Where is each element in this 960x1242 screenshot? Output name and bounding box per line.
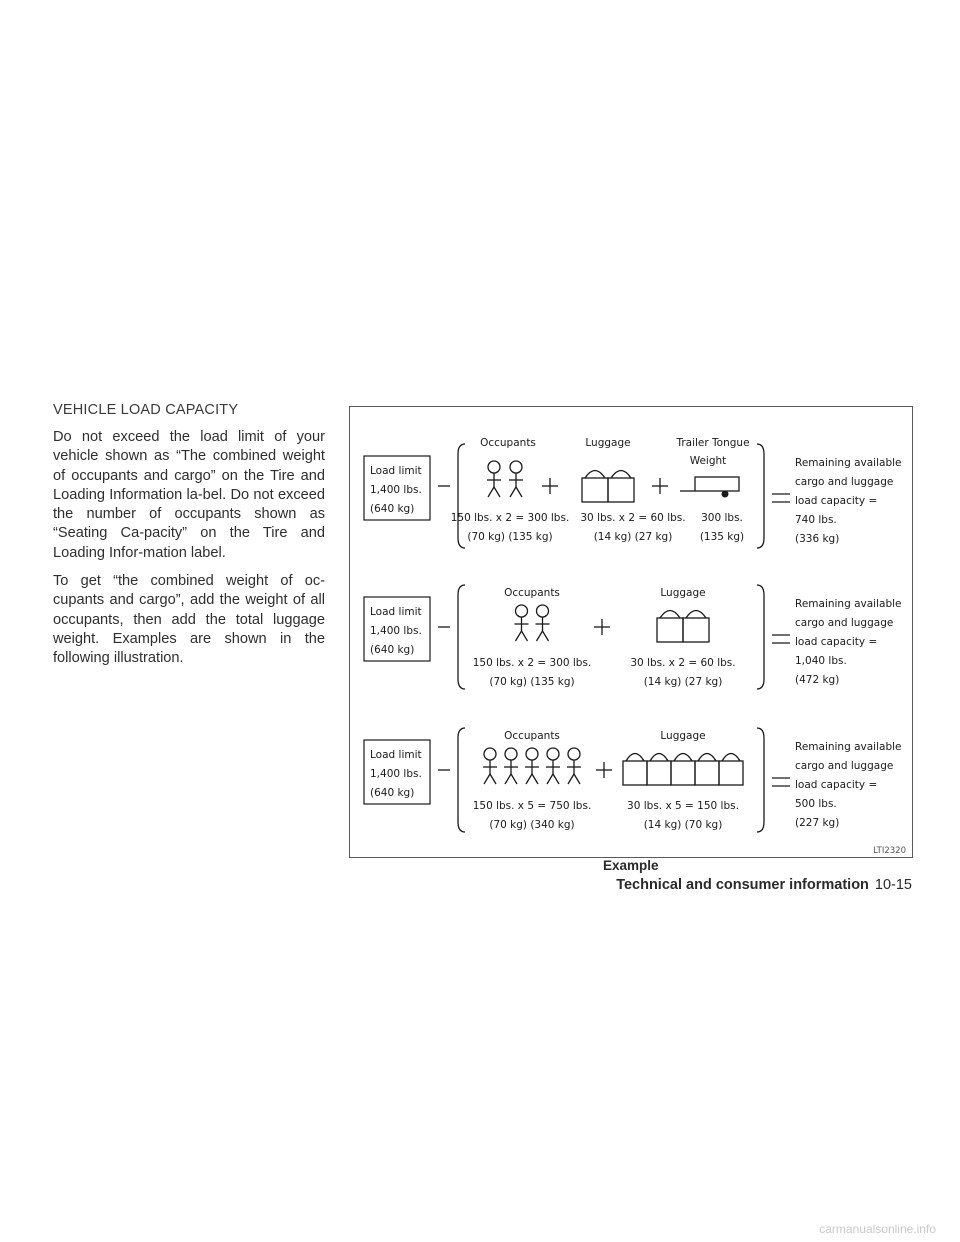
- luggage-icon: [695, 754, 719, 786]
- luggage-metric: (14 kg) (70 kg): [643, 819, 723, 831]
- remaining-capacity-text: 1,040 lbs.: [795, 655, 847, 667]
- remaining-capacity-text: Remaining available: [795, 457, 902, 469]
- occupant-icon: [515, 605, 529, 641]
- figure-code: LTI2320: [873, 846, 906, 856]
- section-title: VEHICLE LOAD CAPACITY: [53, 402, 239, 418]
- occupant-metric: (70 kg) (340 kg): [489, 819, 575, 831]
- remaining-capacity-text: load capacity =: [795, 495, 878, 507]
- occupant-icon: [487, 461, 501, 497]
- page-number: 10-15: [874, 877, 912, 893]
- load-capacity-illustration: [349, 406, 913, 858]
- remaining-capacity-text: (472 kg): [795, 674, 840, 686]
- remaining-capacity-text: load capacity =: [795, 636, 878, 648]
- trailer-weight-label: Weight: [689, 455, 727, 467]
- luggage-icon: [623, 754, 647, 786]
- load-limit-text: Load limit: [370, 749, 422, 761]
- luggage-icon: [657, 611, 683, 643]
- trailer-calc: 300 lbs.: [701, 512, 743, 524]
- luggage-icon: [582, 471, 608, 503]
- load-limit-text: 1,400 lbs.: [370, 625, 422, 637]
- page-footer: [616, 877, 912, 893]
- occupant-calc: 150 lbs. x 2 = 300 lbs.: [472, 657, 592, 669]
- equals-sign: [772, 494, 790, 502]
- luggage-label: Luggage: [660, 730, 706, 742]
- occupant-metric: (70 kg) (135 kg): [489, 676, 575, 688]
- equals-sign: [772, 635, 790, 643]
- load-limit-text: (640 kg): [370, 787, 415, 799]
- load-limit-text: 1,400 lbs.: [370, 484, 422, 496]
- footer-section-title: Technical and consumer information: [616, 877, 869, 893]
- bracket-left: [458, 728, 465, 832]
- remaining-capacity-text: Remaining available: [795, 598, 902, 610]
- occupant-icon: [504, 748, 518, 784]
- equals-sign: [772, 778, 790, 786]
- figure-caption: Example: [603, 858, 659, 873]
- remaining-capacity-text: 500 lbs.: [795, 798, 837, 810]
- trailer-tongue-label: Trailer Tongue: [676, 437, 750, 449]
- bracket-right: [757, 585, 764, 689]
- luggage-metric: (14 kg) (27 kg): [643, 676, 723, 688]
- bracket-right: [757, 444, 764, 548]
- occupants-label: Occupants: [480, 437, 536, 449]
- luggage-icon: [683, 611, 709, 643]
- paragraph-combined-weight: To get “the combined weight of oc-cupants and cargo”, add the weight of all occupants, then add the total luggage weight. Examples are shown in the following illustration.: [53, 573, 325, 667]
- plus-sign: [596, 762, 612, 778]
- occupants-label: Occupants: [504, 587, 560, 599]
- text-column: [53, 402, 325, 678]
- plus-sign: [594, 619, 610, 635]
- remaining-capacity-text: 740 lbs.: [795, 514, 837, 526]
- load-limit-text: Load limit: [370, 465, 422, 477]
- plus-sign: [652, 478, 668, 494]
- occupants-label: Occupants: [504, 730, 560, 742]
- occupant-metric: (70 kg) (135 kg): [467, 531, 553, 543]
- occupant-icon: [536, 605, 550, 641]
- luggage-calc: 30 lbs. x 2 = 60 lbs.: [630, 657, 736, 669]
- bracket-left: [458, 585, 465, 689]
- remaining-capacity-text: (227 kg): [795, 817, 840, 829]
- remaining-capacity-text: Remaining available: [795, 741, 902, 753]
- occupant-icon: [567, 748, 581, 784]
- remaining-capacity-text: cargo and luggage: [795, 617, 894, 629]
- luggage-icon: [647, 754, 671, 786]
- occupant-calc: 150 lbs. x 5 = 750 lbs.: [472, 800, 592, 812]
- load-limit-text: Load limit: [370, 606, 422, 618]
- luggage-label: Luggage: [585, 437, 631, 449]
- bracket-right: [757, 728, 764, 832]
- luggage-icon: [719, 754, 743, 786]
- luggage-label: Luggage: [660, 587, 706, 599]
- luggage-metric: (14 kg) (27 kg): [593, 531, 673, 543]
- paragraph-load-limit: Do not exceed the load limit of your vehicle shown as “The combined weight of occupants and cargo” on the Tire and Loading Information la-bel. Do not exceed the number of occupants shown as “Seating Ca-pacity” on the Tire and Loading Infor-mation label.: [53, 429, 325, 561]
- remaining-capacity-text: load capacity =: [795, 779, 878, 791]
- remaining-capacity-text: (336 kg): [795, 533, 840, 545]
- load-capacity-diagram: [350, 407, 914, 859]
- luggage-calc: 30 lbs. x 5 = 150 lbs.: [627, 800, 739, 812]
- luggage-icon: [608, 471, 634, 503]
- luggage-calc: 30 lbs. x 2 = 60 lbs.: [580, 512, 686, 524]
- occupant-calc: 150 lbs. x 2 = 300 lbs.: [450, 512, 570, 524]
- occupant-icon: [525, 748, 539, 784]
- load-limit-text: (640 kg): [370, 503, 415, 515]
- bracket-left: [458, 444, 465, 548]
- remaining-capacity-text: cargo and luggage: [795, 476, 894, 488]
- load-limit-text: 1,400 lbs.: [370, 768, 422, 780]
- plus-sign: [542, 478, 558, 494]
- watermark: carmanualsonline.info: [819, 1222, 936, 1236]
- trailer-hitch-icon: [680, 477, 739, 498]
- remaining-capacity-text: cargo and luggage: [795, 760, 894, 772]
- occupant-icon: [509, 461, 523, 497]
- trailer-metric: (135 kg): [699, 531, 745, 543]
- luggage-icon: [671, 754, 695, 786]
- occupant-icon: [483, 748, 497, 784]
- load-limit-text: (640 kg): [370, 644, 415, 656]
- occupant-icon: [546, 748, 560, 784]
